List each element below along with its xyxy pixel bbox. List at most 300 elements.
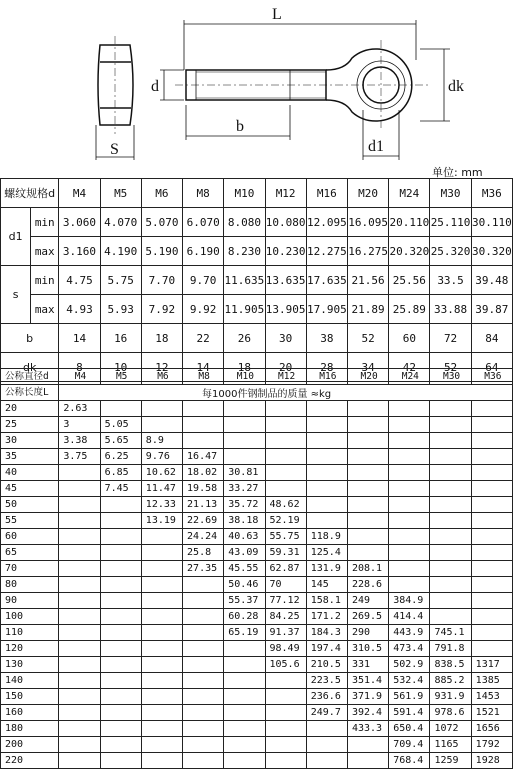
- table-cell: [224, 673, 265, 689]
- table-cell: 18.02: [183, 465, 224, 481]
- mass-row: [1, 497, 513, 513]
- length-cell: 120: [1, 641, 59, 657]
- table-cell: 13.19: [141, 513, 182, 529]
- size-header: M24: [389, 179, 430, 208]
- table-cell: [389, 513, 430, 529]
- table-cell: [265, 705, 306, 721]
- table-cell: [141, 401, 182, 417]
- table-cell: [100, 401, 141, 417]
- table-cell: 4.190: [100, 237, 141, 266]
- mass-row: [1, 545, 513, 561]
- table-cell: 1317: [471, 657, 512, 673]
- table-cell: [389, 465, 430, 481]
- table-cell: 16.095: [347, 208, 388, 237]
- table-cell: 1792: [471, 737, 512, 753]
- table-cell: 392.4: [347, 705, 388, 721]
- table-cell: 18: [141, 324, 182, 353]
- table-cell: 20.320: [389, 237, 430, 266]
- table-cell: 351.4: [347, 673, 388, 689]
- length-cell: 110: [1, 625, 59, 641]
- mass-row: [1, 673, 513, 689]
- table-cell: 131.9: [306, 561, 347, 577]
- table-cell: 33.27: [224, 481, 265, 497]
- mass-row: [1, 705, 513, 721]
- table-cell: [471, 401, 512, 417]
- length-cell: 180: [1, 721, 59, 737]
- table-cell: [347, 481, 388, 497]
- table-cell: 208.1: [347, 561, 388, 577]
- table-cell: [141, 689, 182, 705]
- mass-row: [1, 529, 513, 545]
- table-cell: 591.4: [389, 705, 430, 721]
- table-cell: [59, 689, 100, 705]
- table-cell: [100, 705, 141, 721]
- header-row: [1, 179, 513, 208]
- table-cell: [224, 689, 265, 705]
- table-cell: 1928: [471, 753, 512, 769]
- table-cell: [183, 721, 224, 737]
- table-cell: 12.095: [306, 208, 347, 237]
- table-cell: [265, 721, 306, 737]
- size-header: M16: [306, 369, 347, 385]
- table-cell: [306, 449, 347, 465]
- min-label: min: [31, 208, 59, 237]
- table-cell: 290: [347, 625, 388, 641]
- table-cell: [347, 545, 388, 561]
- length-cell: 25: [1, 417, 59, 433]
- table-cell: 20: [265, 353, 306, 382]
- label-d1: d1: [368, 138, 384, 155]
- length-cell: 35: [1, 449, 59, 465]
- length-cell: 130: [1, 657, 59, 673]
- table-cell: 12.275: [306, 237, 347, 266]
- mass-row: [1, 689, 513, 705]
- table-cell: 745.1: [430, 625, 471, 641]
- table-cell: [141, 545, 182, 561]
- table-cell: 1072: [430, 721, 471, 737]
- label-L: L: [272, 6, 282, 23]
- side-view-outline: [98, 45, 133, 125]
- table-cell: 1521: [471, 705, 512, 721]
- table-cell: 13.905: [265, 295, 306, 324]
- length-cell: 20: [1, 401, 59, 417]
- mass-row: [1, 753, 513, 769]
- table-cell: 650.4: [389, 721, 430, 737]
- dk-label: dk: [1, 353, 59, 382]
- table-cell: 249.7: [306, 705, 347, 721]
- table-cell: 11.635: [224, 266, 265, 295]
- eye-bolt-drawing: [0, 0, 515, 165]
- table-cell: 10.230: [265, 237, 306, 266]
- table-cell: 62.87: [265, 561, 306, 577]
- table-cell: 91.37: [265, 625, 306, 641]
- table-cell: 5.05: [100, 417, 141, 433]
- table-cell: [141, 673, 182, 689]
- table-cell: 3: [59, 417, 100, 433]
- table-cell: 885.2: [430, 673, 471, 689]
- table-cell: [224, 737, 265, 753]
- table-cell: 5.190: [141, 237, 182, 266]
- table-cell: [59, 561, 100, 577]
- table-cell: 39.48: [471, 266, 512, 295]
- table-cell: 561.9: [389, 689, 430, 705]
- table-cell: 30.110: [471, 208, 512, 237]
- table-cell: [100, 497, 141, 513]
- table-cell: [430, 433, 471, 449]
- table-cell: 768.4: [389, 753, 430, 769]
- table-cell: [59, 609, 100, 625]
- table-cell: [141, 529, 182, 545]
- min-label: min: [31, 266, 59, 295]
- table-cell: 532.4: [389, 673, 430, 689]
- table-cell: 791.8: [430, 641, 471, 657]
- table-cell: [306, 401, 347, 417]
- table-cell: [59, 545, 100, 561]
- length-cell: 65: [1, 545, 59, 561]
- mass-row: [1, 577, 513, 593]
- table-cell: [389, 497, 430, 513]
- table-cell: 1259: [430, 753, 471, 769]
- length-cell: 80: [1, 577, 59, 593]
- table-cell: [59, 593, 100, 609]
- table-cell: 10.62: [141, 465, 182, 481]
- table-cell: [306, 433, 347, 449]
- table-cell: 310.5: [347, 641, 388, 657]
- table-cell: [100, 545, 141, 561]
- table-cell: 10.080: [265, 208, 306, 237]
- table-cell: 38: [306, 324, 347, 353]
- table-cell: 30.320: [471, 237, 512, 266]
- table-cell: [59, 657, 100, 673]
- table-cell: [183, 673, 224, 689]
- table-cell: 14: [59, 324, 100, 353]
- table-cell: [183, 577, 224, 593]
- label-dk: dk: [448, 78, 464, 95]
- table-cell: 7.92: [141, 295, 182, 324]
- table-cell: [347, 529, 388, 545]
- table-cell: [430, 497, 471, 513]
- table-cell: 2.63: [59, 401, 100, 417]
- table-cell: 249: [347, 593, 388, 609]
- table-cell: [100, 689, 141, 705]
- table-cell: [430, 481, 471, 497]
- table-cell: [183, 737, 224, 753]
- size-header: M24: [389, 369, 430, 385]
- table-cell: [471, 609, 512, 625]
- table-cell: 27.35: [183, 561, 224, 577]
- table-cell: [224, 433, 265, 449]
- table-cell: 40.63: [224, 529, 265, 545]
- table-cell: 9.76: [141, 449, 182, 465]
- table-cell: 28: [306, 353, 347, 382]
- table-cell: 269.5: [347, 609, 388, 625]
- table-cell: 13.635: [265, 266, 306, 295]
- mass-row: [1, 465, 513, 481]
- table-cell: 24.24: [183, 529, 224, 545]
- table-cell: 52: [347, 324, 388, 353]
- table-cell: 77.12: [265, 593, 306, 609]
- table-cell: [141, 625, 182, 641]
- table-cell: 21.56: [347, 266, 388, 295]
- mass-table: [0, 368, 513, 769]
- table-cell: [141, 577, 182, 593]
- table-cell: [306, 513, 347, 529]
- table-cell: [183, 657, 224, 673]
- table-cell: [183, 641, 224, 657]
- max-label: max: [31, 295, 59, 324]
- table-cell: 72: [430, 324, 471, 353]
- table-cell: 12: [141, 353, 182, 382]
- table-cell: [141, 641, 182, 657]
- table-cell: 59.31: [265, 545, 306, 561]
- size-header: M12: [265, 179, 306, 208]
- table-cell: [389, 417, 430, 433]
- size-header: M36: [471, 369, 512, 385]
- table-cell: [471, 529, 512, 545]
- length-cell: 60: [1, 529, 59, 545]
- table-cell: [471, 481, 512, 497]
- table-cell: 16.47: [183, 449, 224, 465]
- table-cell: [389, 529, 430, 545]
- table-cell: 64: [471, 353, 512, 382]
- table-cell: [347, 737, 388, 753]
- table-cell: 8: [59, 353, 100, 382]
- label-d: d: [151, 78, 159, 95]
- table-cell: [141, 657, 182, 673]
- s-min-row: [1, 266, 513, 295]
- table-cell: [430, 577, 471, 593]
- table-cell: [471, 641, 512, 657]
- d1-min-row: [1, 208, 513, 237]
- table-cell: [100, 561, 141, 577]
- table-cell: [59, 465, 100, 481]
- length-cell: 45: [1, 481, 59, 497]
- table-cell: 6.85: [100, 465, 141, 481]
- mass-row: [1, 609, 513, 625]
- table-cell: [471, 513, 512, 529]
- table-cell: 52.19: [265, 513, 306, 529]
- table-cell: 21.13: [183, 497, 224, 513]
- table-cell: [430, 513, 471, 529]
- mass-row: [1, 625, 513, 641]
- length-cell: 100: [1, 609, 59, 625]
- mass-row: [1, 481, 513, 497]
- table-cell: 10: [100, 353, 141, 382]
- table-cell: [59, 497, 100, 513]
- table-cell: [183, 753, 224, 769]
- table-cell: [389, 561, 430, 577]
- length-cell: 150: [1, 689, 59, 705]
- size-header: M16: [306, 179, 347, 208]
- table-cell: 43.09: [224, 545, 265, 561]
- table-cell: 30: [265, 324, 306, 353]
- table-cell: 433.3: [347, 721, 388, 737]
- table-cell: 3.75: [59, 449, 100, 465]
- b-label: b: [1, 324, 59, 353]
- table-cell: 25.56: [389, 266, 430, 295]
- table-cell: [183, 609, 224, 625]
- table-cell: [389, 449, 430, 465]
- table-cell: 22: [183, 324, 224, 353]
- table-cell: [430, 449, 471, 465]
- table-cell: 42: [389, 353, 430, 382]
- table-cell: 228.6: [347, 577, 388, 593]
- table-cell: 5.65: [100, 433, 141, 449]
- table-cell: 30.81: [224, 465, 265, 481]
- table-cell: 55.75: [265, 529, 306, 545]
- size-header: M4: [59, 179, 100, 208]
- table-cell: [430, 417, 471, 433]
- table-cell: [265, 673, 306, 689]
- table-cell: 838.5: [430, 657, 471, 673]
- table-cell: 25.320: [430, 237, 471, 266]
- table-cell: 7.70: [141, 266, 182, 295]
- size-header: M4: [59, 369, 100, 385]
- table-cell: [430, 529, 471, 545]
- table-cell: 125.4: [306, 545, 347, 561]
- d1-max-row: [1, 237, 513, 266]
- table-cell: [265, 417, 306, 433]
- table-cell: [265, 481, 306, 497]
- table-cell: 9.92: [183, 295, 224, 324]
- table-cell: 3.38: [59, 433, 100, 449]
- table-cell: [347, 497, 388, 513]
- mass-row: [1, 561, 513, 577]
- mass-row: [1, 721, 513, 737]
- table-cell: [430, 401, 471, 417]
- table-cell: 473.4: [389, 641, 430, 657]
- table-cell: 50.46: [224, 577, 265, 593]
- table-cell: [265, 737, 306, 753]
- table-cell: [471, 545, 512, 561]
- table-cell: [59, 705, 100, 721]
- table-cell: 35.72: [224, 497, 265, 513]
- table-cell: 25.8: [183, 545, 224, 561]
- table-cell: 65.19: [224, 625, 265, 641]
- table-cell: [471, 465, 512, 481]
- table-cell: [471, 433, 512, 449]
- label-b: b: [236, 118, 244, 135]
- size-header: M20: [347, 369, 388, 385]
- table-cell: [141, 593, 182, 609]
- table-cell: [389, 545, 430, 561]
- table-cell: [389, 401, 430, 417]
- table-cell: 331: [347, 657, 388, 673]
- table-cell: 4.070: [100, 208, 141, 237]
- table-cell: 158.1: [306, 593, 347, 609]
- d1-label: d1: [1, 208, 31, 266]
- table-cell: [224, 641, 265, 657]
- table-cell: [100, 673, 141, 689]
- table-cell: 25.110: [430, 208, 471, 237]
- table-cell: [430, 545, 471, 561]
- table-cell: [100, 641, 141, 657]
- table-cell: 210.5: [306, 657, 347, 673]
- table-cell: 8.230: [224, 237, 265, 266]
- length-cell: 30: [1, 433, 59, 449]
- table-cell: [224, 449, 265, 465]
- table-cell: [100, 609, 141, 625]
- table-cell: [100, 529, 141, 545]
- table-cell: 17.905: [306, 295, 347, 324]
- table-cell: [265, 753, 306, 769]
- table-cell: 3.060: [59, 208, 100, 237]
- table-cell: 11.905: [224, 295, 265, 324]
- table-cell: [347, 433, 388, 449]
- size-header: M12: [265, 369, 306, 385]
- table-cell: 26: [224, 324, 265, 353]
- table-cell: [265, 401, 306, 417]
- table-cell: [141, 705, 182, 721]
- table-cell: [59, 529, 100, 545]
- size-header: M30: [430, 179, 471, 208]
- table-cell: 34: [347, 353, 388, 382]
- table-cell: [224, 401, 265, 417]
- table-cell: [100, 737, 141, 753]
- table-cell: 502.9: [389, 657, 430, 673]
- size-header: M10: [224, 179, 265, 208]
- table-cell: 4.93: [59, 295, 100, 324]
- table-cell: 3.160: [59, 237, 100, 266]
- dimension-table: [0, 178, 513, 382]
- table-cell: [306, 497, 347, 513]
- table-cell: 21.89: [347, 295, 388, 324]
- table-cell: 5.75: [100, 266, 141, 295]
- table-cell: 25.89: [389, 295, 430, 324]
- table-cell: 38.18: [224, 513, 265, 529]
- table-cell: [141, 753, 182, 769]
- table-cell: 14: [183, 353, 224, 382]
- table-cell: [306, 465, 347, 481]
- table-cell: 70: [265, 577, 306, 593]
- table-cell: [347, 401, 388, 417]
- table-cell: 17.635: [306, 266, 347, 295]
- table-cell: 709.4: [389, 737, 430, 753]
- table-cell: 1656: [471, 721, 512, 737]
- length-cell: 200: [1, 737, 59, 753]
- table-cell: [471, 577, 512, 593]
- label-S: S: [110, 141, 119, 158]
- table-cell: [471, 449, 512, 465]
- table-cell: 9.70: [183, 266, 224, 295]
- length-label: 公称长度L: [1, 385, 59, 401]
- table-cell: 118.9: [306, 529, 347, 545]
- table-cell: [183, 593, 224, 609]
- table-cell: 60: [389, 324, 430, 353]
- mass-header-label: 公称直径d: [1, 369, 59, 385]
- header-label: 螺纹规格d: [1, 179, 59, 208]
- table-cell: 98.49: [265, 641, 306, 657]
- table-cell: 5.070: [141, 208, 182, 237]
- table-cell: [306, 753, 347, 769]
- s-label: s: [1, 266, 31, 324]
- table-cell: 236.6: [306, 689, 347, 705]
- table-cell: [265, 433, 306, 449]
- table-cell: [306, 481, 347, 497]
- length-cell: 140: [1, 673, 59, 689]
- length-cell: 40: [1, 465, 59, 481]
- table-cell: [224, 417, 265, 433]
- table-cell: [59, 641, 100, 657]
- table-cell: 171.2: [306, 609, 347, 625]
- table-cell: 978.6: [430, 705, 471, 721]
- table-cell: [224, 753, 265, 769]
- table-cell: 414.4: [389, 609, 430, 625]
- mass-row: [1, 433, 513, 449]
- table-cell: [471, 417, 512, 433]
- size-header: M20: [347, 179, 388, 208]
- table-cell: 105.6: [265, 657, 306, 673]
